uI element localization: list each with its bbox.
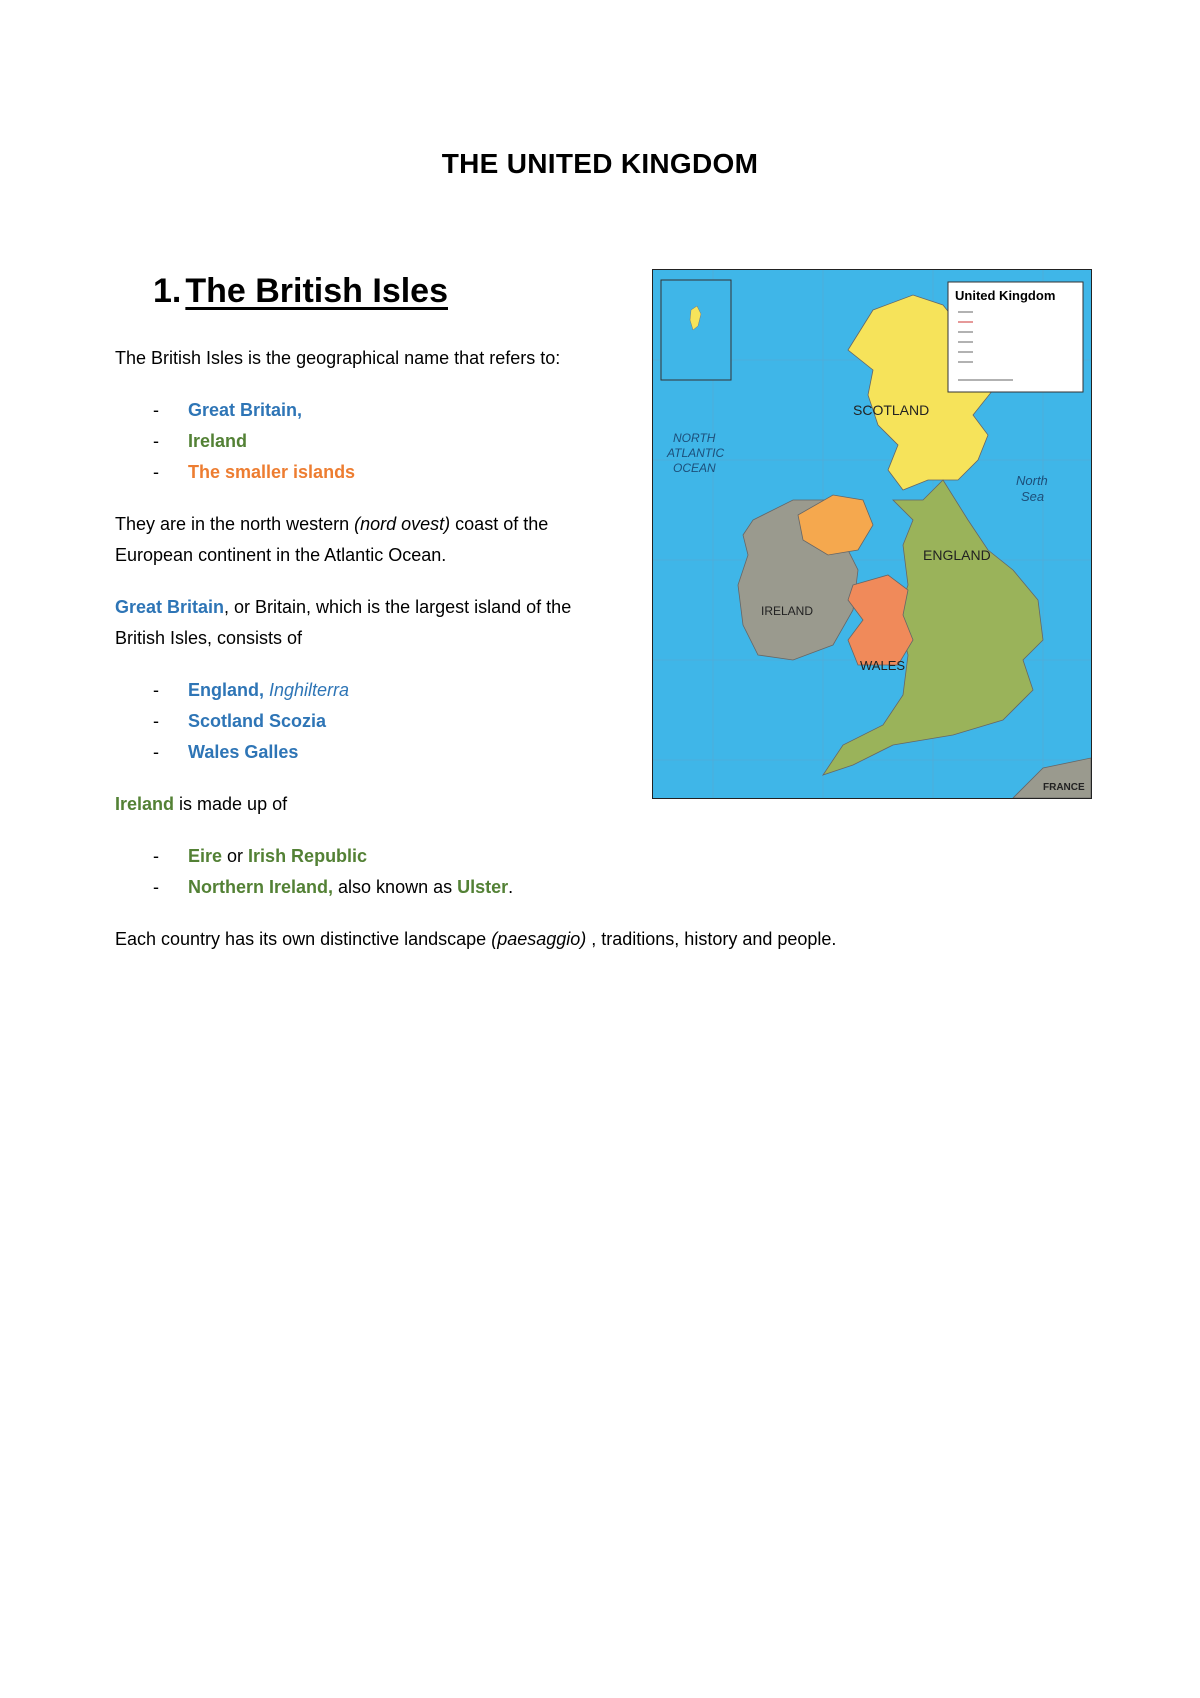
intro-paragraph: The British Isles is the geographical name that refers to: (115, 348, 561, 368)
list-item: - Northern Ireland, also known as Ulster. (153, 877, 514, 897)
label-north-sea-1: North (1016, 473, 1048, 488)
ireland-term: Ireland (115, 794, 175, 814)
map-inset (661, 280, 731, 380)
ireland-paragraph: Ireland is made up of (115, 794, 288, 814)
section-heading (153, 272, 448, 311)
country-wales: Wales Galles (188, 742, 299, 762)
eire-term: Eire (188, 846, 223, 866)
label-england: ENGLAND (923, 547, 991, 563)
isle-great-britain: Great Britain, (188, 400, 303, 420)
label-north-atlantic-3: OCEAN (673, 461, 716, 475)
uk-map (652, 269, 1092, 799)
great-britain-paragraph-line2: British Isles, consists of (115, 628, 303, 648)
list-item: - Great Britain, (153, 400, 303, 420)
label-north-sea-2: Sea (1021, 489, 1045, 504)
ulster-term: Ulster (457, 877, 509, 897)
closing-italic: (paesaggio) (491, 929, 587, 949)
label-ireland: IRELAND (761, 604, 814, 618)
uk-map-svg (653, 270, 1091, 798)
list-item: - England, Inghilterra (153, 680, 350, 700)
northern-ireland-term: Northern Ireland, (188, 877, 334, 897)
label-wales: WALES (860, 658, 906, 673)
list-item: - Wales Galles (153, 742, 299, 762)
country-england: England, (188, 680, 264, 700)
label-france: FRANCE (1043, 782, 1085, 793)
country-scotland: Scotland Scozia (188, 711, 327, 731)
great-britain-paragraph-line1: Great Britain, or Britain, which is the largest island of the (115, 597, 572, 617)
list-item: - Scotland Scozia (153, 711, 327, 731)
section-number: 1. (153, 272, 182, 310)
location-paragraph-line2: European continent in the Atlantic Ocean. (115, 545, 447, 565)
label-north-atlantic-1: NORTH (673, 431, 716, 445)
location-paragraph-line1: They are in the north western (nord ovest) coast of the (115, 514, 549, 534)
map-legend-title: United Kingdom (955, 288, 1056, 303)
closing-paragraph: Each country has its own distinctive landscape (paesaggio) , traditions, history and people. (115, 929, 837, 949)
list-item: - Eire or Irish Republic (153, 846, 368, 866)
list-item: - Ireland (153, 431, 248, 451)
document-title: THE UNITED KINGDOM (441, 148, 759, 179)
section-heading-text: The British Isles (185, 272, 448, 310)
location-italic: (nord ovest) (354, 514, 451, 534)
list-item: - The smaller islands (153, 462, 356, 482)
country-england-translation: Inghilterra (269, 680, 350, 700)
great-britain-term: Great Britain (115, 597, 225, 617)
isle-ireland: Ireland (188, 431, 248, 451)
label-scotland: SCOTLAND (853, 402, 930, 418)
label-north-atlantic-2: ATLANTIC (667, 446, 725, 460)
isle-smaller-islands: The smaller islands (188, 462, 356, 482)
irish-republic-term: Irish Republic (248, 846, 368, 866)
